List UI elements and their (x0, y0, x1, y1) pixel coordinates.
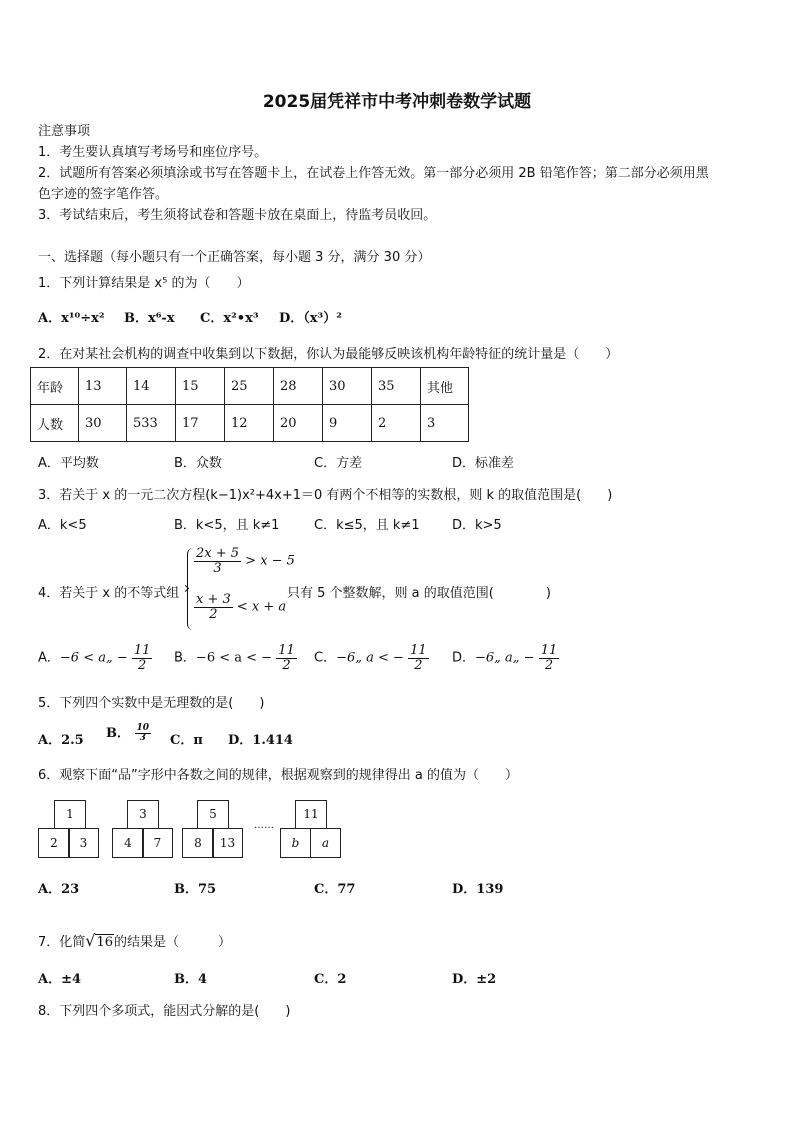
fraction-denominator: 3 (139, 733, 146, 743)
sqrt-icon: √ (85, 931, 96, 950)
brace-icon (187, 548, 194, 630)
notice-heading: 注意事项 (38, 124, 91, 139)
table-cell: 14 (127, 368, 176, 405)
option-expr: −6„ a„ − (475, 650, 535, 666)
option-c: C．方差 (314, 456, 363, 471)
pin-top-box: 3 (127, 800, 159, 829)
option-d: D．k>5 (452, 518, 502, 533)
option-d: D．139 (452, 882, 504, 897)
question-suffix: 的结果是（ ） (114, 935, 232, 950)
inequality-rest: > x − 5 (245, 553, 295, 569)
question-stem: 3．若关于 x 的一元二次方程(k−1)x²+4x+1＝0 有两个不相等的实数根，则 k 的取值范围是( ) (38, 488, 613, 503)
option-c (314, 644, 429, 672)
fraction-numerator: 10 (136, 722, 150, 733)
option-b (106, 722, 151, 743)
fraction-denominator: 2 (544, 657, 554, 673)
pin-top-box: 11 (295, 800, 327, 829)
table-cell: 9 (323, 405, 372, 442)
option-label: D． (452, 650, 476, 666)
table-cell: 15 (176, 368, 225, 405)
inequality-1 (194, 547, 295, 575)
question-stem: 6．观察下面“品”字形中各数之间的规律，根据观察到的规律得出 a 的值为（ ） (38, 768, 518, 783)
fraction-numerator: 2x + 5 (196, 546, 240, 561)
option-c: C．77 (314, 882, 356, 897)
fraction-numerator: 11 (278, 643, 295, 658)
option-b: B．75 (174, 882, 217, 897)
fraction-numerator: 11 (133, 643, 151, 658)
question-stem (38, 931, 231, 950)
option-expr: −6„ a < − (336, 650, 404, 666)
table-row (31, 405, 469, 442)
table-cell: 20 (274, 405, 323, 442)
table-cell: 2 (372, 405, 421, 442)
fraction-numerator: x + 3 (196, 592, 231, 607)
pin-left-box: 8 (182, 828, 214, 858)
option-d: D．（x³）² (279, 311, 342, 326)
ellipsis: …… (254, 820, 274, 831)
age-table (30, 367, 469, 442)
option-c: C．π (170, 733, 203, 748)
page-title: 2025届凭祥市中考冲刺卷数学试题 (262, 92, 532, 112)
question-stem: 2．在对某社会机构的调查中收集到以下数据，你认为最能够反映该机构年龄特征的统计量是（ ） (38, 347, 619, 362)
option-a: A．k<5 (38, 518, 87, 533)
notice-item: 1．考生要认真填写考场号和座位序号。 (38, 145, 268, 160)
table-cell: 13 (79, 368, 127, 405)
notice-item: 色字迹的签字笔作答。 (38, 187, 169, 202)
question-prefix: 7．化简 (38, 935, 86, 950)
option-a: A．2.5 (38, 733, 84, 748)
table-cell: 人数 (31, 405, 79, 442)
option-expr: −6 < a < − (195, 650, 273, 666)
fraction-denominator: 2 (138, 657, 147, 673)
question-stem: 5．下列四个实数中是无理数的是( ) (38, 696, 265, 711)
option-d (452, 644, 559, 672)
pin-left-box: 4 (112, 828, 144, 858)
option-b (174, 644, 297, 672)
pin-top-box: 5 (197, 800, 229, 829)
option-expr: −6 < a„ − (59, 650, 128, 666)
fraction-numerator: 11 (410, 643, 427, 658)
option-d: D．1.414 (228, 733, 293, 748)
section-heading: 一、选择题（每小题只有一个正确答案，每小题 3 分，满分 30 分） (38, 250, 431, 265)
question-stem: 1．下列计算结果是 x⁵ 的为（ ） (38, 276, 250, 291)
option-label: C． (314, 650, 337, 666)
table-cell: 17 (176, 405, 225, 442)
table-cell: 年龄 (31, 368, 79, 405)
table-row (31, 368, 469, 405)
option-label: B． (106, 726, 130, 741)
inequality-rest: < x + a (236, 599, 287, 615)
inequality-2 (194, 593, 286, 621)
fraction-denominator: 3 (213, 560, 222, 576)
question-prefix: 4．若关于 x 的不等式组 (38, 586, 180, 601)
option-b: B．4 (174, 972, 208, 987)
table-cell: 25 (225, 368, 274, 405)
option-c: C．x²•x³ (200, 311, 259, 326)
option-a: A．±4 (38, 972, 82, 987)
question-stem: 8．下列四个多项式，能因式分解的是( ) (38, 1004, 291, 1019)
option-d: D．±2 (452, 972, 497, 987)
table-cell: 30 (79, 405, 127, 442)
table-cell: 35 (372, 368, 421, 405)
option-a: A．23 (38, 882, 80, 897)
table-cell: 3 (421, 405, 469, 442)
pin-left-box: b (280, 828, 311, 858)
radicand: 16 (96, 935, 114, 950)
option-a: A．x¹⁰÷x² (38, 311, 105, 326)
option-b: B．k<5，且 k≠1 (174, 518, 280, 533)
table-cell: 28 (274, 368, 323, 405)
notice-item: 3．考试结束后，考生须将试卷和答题卡放在桌面上，待监考员收回。 (38, 208, 437, 223)
table-cell: 12 (225, 405, 274, 442)
fraction-denominator: 2 (282, 657, 291, 673)
pin-right-box: a (310, 828, 341, 858)
pin-right-box: 3 (68, 828, 99, 858)
pin-right-box: 13 (212, 828, 243, 858)
option-b: B．众数 (174, 456, 222, 471)
option-b: B．x⁶-x (124, 311, 175, 326)
option-a: A．平均数 (38, 456, 99, 471)
pin-right-box: 7 (142, 828, 173, 858)
pin-top-box: 1 (54, 800, 86, 829)
option-a (38, 644, 152, 672)
notice-item: 2．试题所有答案必须填涂或书写在答题卡上，在试卷上作答无效。第一部分必须用 2B 铅笔作答；第二部分必须用黑 (38, 166, 709, 181)
option-c: C．2 (314, 972, 347, 987)
option-label: A． (38, 650, 60, 666)
option-label: B． (174, 650, 196, 666)
table-cell: 533 (127, 405, 176, 442)
question-suffix: 只有 5 个整数解，则 a 的取值范围( ) (287, 586, 551, 601)
fraction-numerator: 11 (540, 643, 558, 658)
pin-left-box: 2 (38, 828, 70, 858)
fraction-denominator: 2 (414, 657, 423, 673)
table-cell: 30 (323, 368, 372, 405)
option-c: C．k≤5，且 k≠1 (314, 518, 420, 533)
option-d: D．标准差 (452, 456, 515, 471)
table-cell: 其他 (421, 368, 469, 405)
fraction-denominator: 2 (209, 606, 218, 622)
